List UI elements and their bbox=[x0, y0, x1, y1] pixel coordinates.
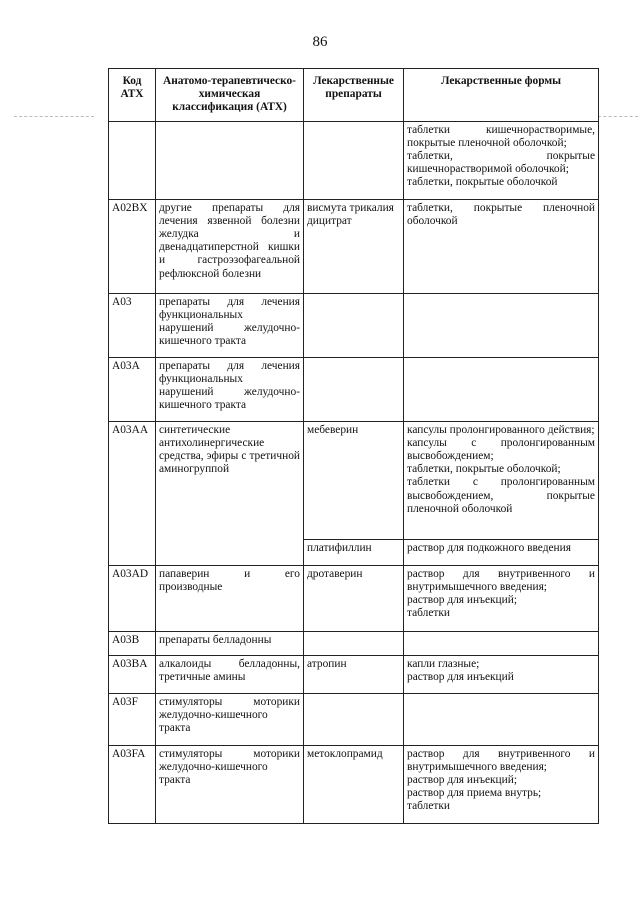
row-drug bbox=[304, 121, 404, 199]
table-header-row bbox=[109, 69, 599, 122]
row-code: A03 bbox=[109, 293, 156, 357]
row-classification: препараты для лечения функциональных нарушений желудочно-кишечного тракта bbox=[156, 293, 304, 357]
scan-artifact-line-left bbox=[14, 116, 94, 117]
row-code: A03F bbox=[109, 693, 156, 745]
row-forms: таблетки кишечнорастворимые, покрытые пленочной оболочкой; таблетки, покрытые кишечнорастворимой оболочкой; таблетки, покрытые оболочкой bbox=[404, 121, 599, 199]
row-code: A02BX bbox=[109, 199, 156, 293]
header-drugs: Лекарственные препараты bbox=[304, 69, 404, 122]
table-row bbox=[109, 745, 599, 823]
page-number: 86 bbox=[312, 34, 328, 50]
header-code: Код АТХ bbox=[109, 69, 156, 122]
table-row bbox=[109, 421, 599, 539]
row-classification: другие препараты для лечения язвенной болезни желудка и двенадцатиперстной кишки и гастроэзофагеальной рефлюксной болезни bbox=[156, 199, 304, 293]
row-code bbox=[109, 121, 156, 199]
table-row bbox=[109, 565, 599, 631]
row-forms bbox=[404, 357, 599, 421]
row-drug bbox=[304, 631, 404, 655]
row-code: A03AA bbox=[109, 421, 156, 565]
table-row bbox=[109, 199, 599, 293]
table-row bbox=[109, 693, 599, 745]
row-forms: раствор для внутривенного и внутримышечного введения; раствор для инъекций; раствор для приема внутрь; таблетки bbox=[404, 745, 599, 823]
row-drug: метоклопрамид bbox=[304, 745, 404, 823]
row-drug bbox=[304, 357, 404, 421]
row-forms bbox=[404, 293, 599, 357]
row-forms: капсулы пролонгированного действия; капсулы с пролонгированным высвобождением; таблетки, покрытые оболочкой; таблетки с пролонгированным высвобождением, покрытые пленочной оболочкой bbox=[404, 421, 599, 539]
table-row bbox=[109, 631, 599, 655]
table-row bbox=[109, 293, 599, 357]
row-classification: стимуляторы моторики желудочно-кишечного тракта bbox=[156, 745, 304, 823]
table-row bbox=[109, 121, 599, 199]
row-drug: дротаверин bbox=[304, 565, 404, 631]
row-classification: алкалоиды белладонны, третичные амины bbox=[156, 655, 304, 693]
scan-artifact-line-right bbox=[598, 116, 638, 117]
row-forms: капли глазные; раствор для инъекций bbox=[404, 655, 599, 693]
table-row bbox=[109, 655, 599, 693]
row-code: A03A bbox=[109, 357, 156, 421]
table-row bbox=[109, 357, 599, 421]
row-classification: папаверин и его производные bbox=[156, 565, 304, 631]
row-forms: раствор для внутривенного и внутримышечного введения; раствор для инъекций; таблетки bbox=[404, 565, 599, 631]
row-classification: препараты белладонны bbox=[156, 631, 304, 655]
row-drug: платифиллин bbox=[304, 539, 404, 565]
row-classification bbox=[156, 121, 304, 199]
row-drug bbox=[304, 693, 404, 745]
header-forms: Лекарственные формы bbox=[404, 69, 599, 122]
row-code: A03FA bbox=[109, 745, 156, 823]
row-forms: таблетки, покрытые пленочной оболочкой bbox=[404, 199, 599, 293]
atc-table bbox=[108, 68, 599, 824]
row-drug: висмута трикалия дицитрат bbox=[304, 199, 404, 293]
row-forms bbox=[404, 693, 599, 745]
row-drug bbox=[304, 293, 404, 357]
header-classification: Анатомо-терапевтическо- химическая классификация (АТХ) bbox=[156, 69, 304, 122]
row-forms: раствор для подкожного введения bbox=[404, 539, 599, 565]
row-drug: атропин bbox=[304, 655, 404, 693]
row-drug: мебеверин bbox=[304, 421, 404, 539]
row-code: A03AD bbox=[109, 565, 156, 631]
row-classification: препараты для лечения функциональных нарушений желудочно-кишечного тракта bbox=[156, 357, 304, 421]
row-classification: синтетические антихолинергические средства, эфиры с третичной аминогруппой bbox=[156, 421, 304, 565]
row-classification: стимуляторы моторики желудочно-кишечного тракта bbox=[156, 693, 304, 745]
row-code: A03B bbox=[109, 631, 156, 655]
row-code: A03BA bbox=[109, 655, 156, 693]
row-forms bbox=[404, 631, 599, 655]
